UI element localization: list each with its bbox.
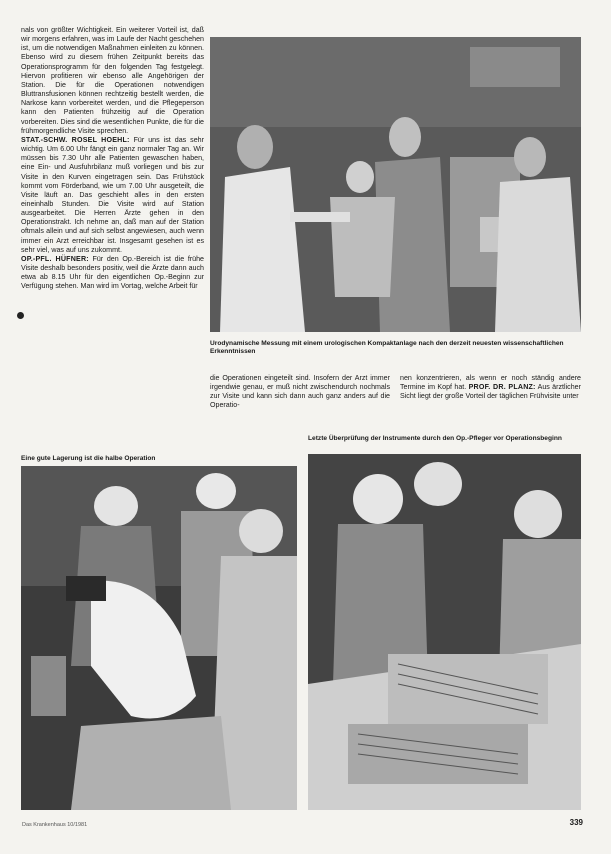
speaker-name: STAT.-SCHW. ROSEL HOEHL: bbox=[21, 135, 130, 144]
paragraph-end: nen konzentrieren, als wenn er noch ständig andere Termine im Kopf hat. bbox=[400, 374, 581, 392]
footer-source: Das Krankenhaus 10/1981 bbox=[22, 822, 88, 828]
article-column-middle: die Operationen eingeteilt sind. Insofern der Arzt immer irgendwie genau, er muß nicht zwischendurch nochmals zur Visite und kann sich dann auch ganz anders auf die Operatio- bbox=[210, 374, 390, 410]
paragraph bbox=[21, 255, 204, 292]
photo-patient-positioning bbox=[21, 466, 297, 810]
photo-instrument-check bbox=[308, 454, 581, 810]
speaker-text: Für uns ist das sehr wichtig. Um 6.00 Uhr fängt ein ganz normaler Tag an. Wir müssen bis 7.30 Uhr alle Patienten gewaschen haben, eine Ein- und Ausfuhrbilanz muß vorliegen und bis zur Visite in den Kurven eingetragen sein. Das Frühstück kommt vom Förderband, wie um 7.00 Uhr ausgeteilt, die Visite läuft an. Das geschieht alles in den ersten eineinhalb Stunden. Die Visite wird auf Station ausgearbeitet. Die Herren Ärzte gehen in den Operationstrakt. Ich nehme an, daß man auf der Station oftmals allein und auf sich selbst angewiesen, auch wenn immer ein Arzt erreichbar ist. Insgesamt gesehen ist es sehr viel, was auf uns zukommt. bbox=[21, 135, 204, 254]
page-number: 339 bbox=[569, 818, 583, 827]
paragraph: nals von größter Wichtigkeit. Ein weiterer Vorteil ist, daß wir morgens erfahren, was im Laufe der Nacht geschehen ist, um die notwendigen Maßnahmen einleiten zu können. Ebenso wird zu diesem frühen Zeitpunkt bereits das Operationsprogramm für den folgenden Tag festgelegt. Hiervon profitieren wir ebenso alle Angehörigen der Station. Die für die Operationen notwendigen Bluttransfusionen können rechtzeitig bestellt werden, die Narkose kann vorbereitet werden, und die Pflegeperson kann den Patienten frühzeitig auf die Operation vorbereiten. Dies sind die wesentlichen Punkte, die für die frühmorgendliche Visite sprechen. bbox=[21, 26, 204, 135]
speaker-name: OP.-PFL. HÜFNER: bbox=[21, 254, 89, 263]
caption-photo2: Eine gute Lagerung ist die halbe Operation bbox=[21, 455, 156, 462]
page-marker-dot bbox=[17, 312, 24, 319]
article-column-right bbox=[400, 374, 581, 401]
paragraph bbox=[21, 136, 204, 255]
speaker-name: PROF. DR. PLANZ: bbox=[468, 383, 536, 392]
article-column-left bbox=[21, 26, 204, 292]
speaker-text: Für den Op.-Bereich ist die frühe Visite deshalb besonders positiv, weil die Ärzte dann auch etwa ab 8.15 Uhr für den eigentlichen Op.-Beginn zur Verfügung stehen. Man wird im Vortag, welche Arbeit für bbox=[21, 254, 204, 291]
caption-photo1: Urodynamische Messung mit einem urologischen Kompaktanlage nach den derzeit neuesten wissenschaftlichen Erkenntnissen bbox=[210, 340, 564, 356]
photo-urodynamic-measurement bbox=[210, 37, 581, 332]
speaker-text: Aus ärztlicher Sicht liegt der große Vorteil der täglichen Frühvisite unter bbox=[400, 383, 581, 401]
caption-photo3: Letzte Überprüfung der Instrumente durch den Op.-Pfleger vor Operationsbeginn bbox=[308, 435, 562, 442]
